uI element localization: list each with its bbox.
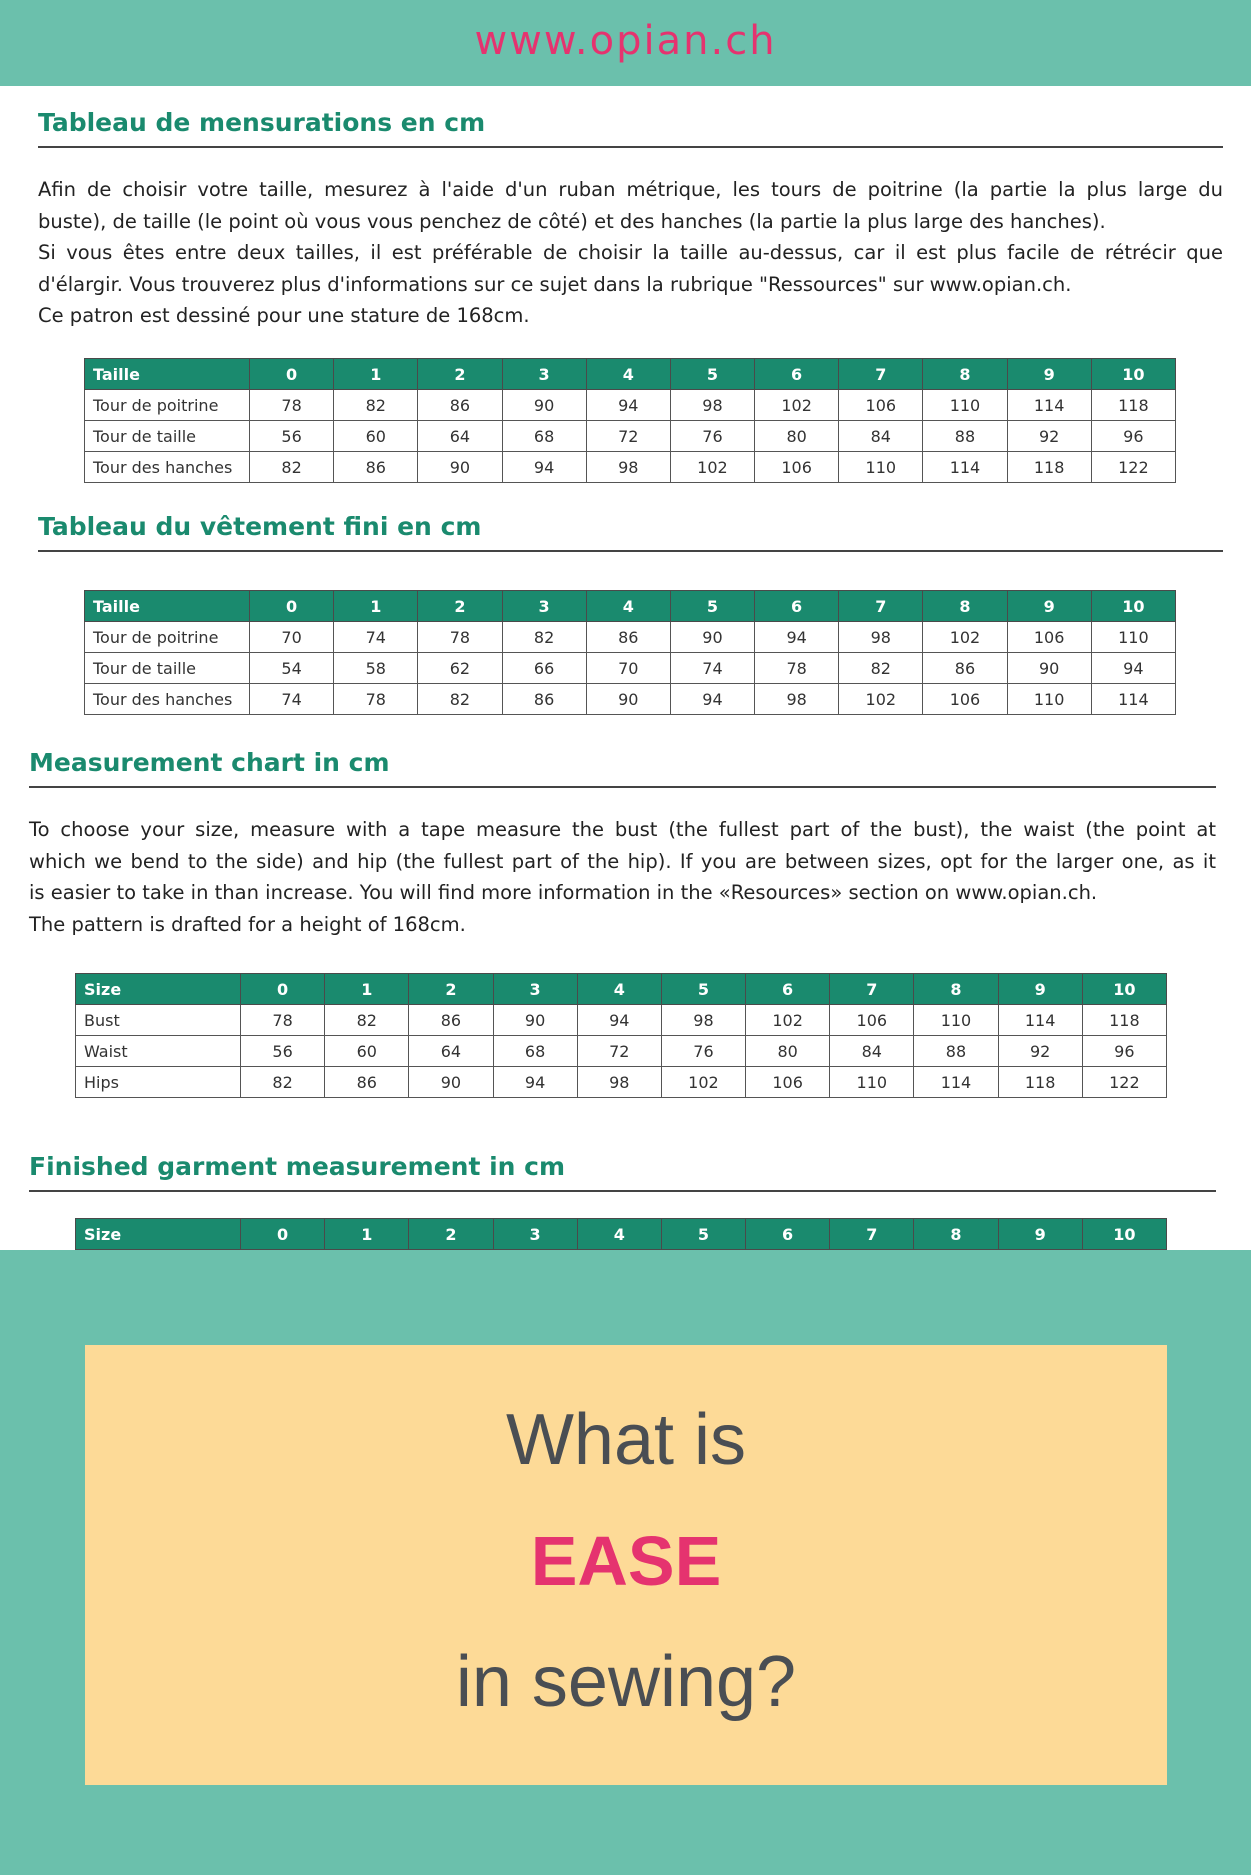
header-cell: 0 bbox=[250, 591, 334, 622]
table-row bbox=[85, 452, 1176, 483]
table-cell: 86 bbox=[586, 622, 670, 653]
row-label: Tour des hanches bbox=[85, 452, 250, 483]
table-header-row bbox=[85, 591, 1176, 622]
header-cell: Size bbox=[76, 1219, 241, 1250]
table-cell: 110 bbox=[839, 452, 923, 483]
table-cell: 96 bbox=[1082, 1036, 1166, 1067]
header-cell: 2 bbox=[409, 1219, 493, 1250]
en-intro-line: is easier to take in than increase. You will find more information in the «Resources» section on www.opian.ch. bbox=[29, 881, 1098, 904]
table-cell: 114 bbox=[1007, 390, 1091, 421]
header-cell: 5 bbox=[661, 1219, 745, 1250]
table-cell: 74 bbox=[250, 684, 334, 715]
en-intro-line: The pattern is drafted for a height of 168cm. bbox=[29, 912, 466, 936]
table-cell: 98 bbox=[670, 390, 754, 421]
table-cell: 88 bbox=[923, 421, 1007, 452]
table-row bbox=[85, 653, 1176, 684]
table-cell: 106 bbox=[923, 684, 1007, 715]
table-cell: 56 bbox=[241, 1036, 325, 1067]
header-cell: 7 bbox=[839, 359, 923, 390]
header-cell: 0 bbox=[250, 359, 334, 390]
table-cell: 96 bbox=[1091, 421, 1175, 452]
row-label: Waist bbox=[76, 1036, 241, 1067]
table-cell: 64 bbox=[409, 1036, 493, 1067]
table-cell: 82 bbox=[325, 1005, 409, 1036]
table-header-row bbox=[85, 359, 1176, 390]
table-cell: 122 bbox=[1091, 452, 1175, 483]
table-cell: 94 bbox=[493, 1067, 577, 1098]
table-cell: 118 bbox=[1007, 452, 1091, 483]
header-cell: Size bbox=[76, 974, 241, 1005]
en-measurements-title: Measurement chart in cm bbox=[29, 748, 390, 777]
table-cell: 86 bbox=[418, 390, 502, 421]
table-row bbox=[85, 684, 1176, 715]
row-label: Tour de taille bbox=[85, 653, 250, 684]
en-finished-title: Finished garment measurement in cm bbox=[29, 1152, 566, 1181]
table-cell: 62 bbox=[418, 653, 502, 684]
table-row bbox=[85, 622, 1176, 653]
header-cell: Taille bbox=[85, 359, 250, 390]
table-cell: 102 bbox=[746, 1005, 830, 1036]
header-cell: 8 bbox=[914, 1219, 998, 1250]
header-cell: 9 bbox=[1007, 359, 1091, 390]
table-cell: 72 bbox=[586, 421, 670, 452]
table-cell: 86 bbox=[334, 452, 418, 483]
header-cell: Taille bbox=[85, 591, 250, 622]
table-cell: 114 bbox=[1091, 684, 1175, 715]
table-cell: 90 bbox=[1007, 653, 1091, 684]
table-cell: 110 bbox=[1091, 622, 1175, 653]
header-cell: 7 bbox=[839, 591, 923, 622]
table-cell: 90 bbox=[409, 1067, 493, 1098]
table-header-row bbox=[76, 1219, 1167, 1250]
table-cell: 98 bbox=[586, 452, 670, 483]
table-cell: 58 bbox=[334, 653, 418, 684]
en-finished-rule bbox=[29, 1190, 1216, 1192]
table-cell: 92 bbox=[1007, 421, 1091, 452]
table-cell: 84 bbox=[830, 1036, 914, 1067]
header-cell: 5 bbox=[670, 359, 754, 390]
table-cell: 102 bbox=[755, 390, 839, 421]
en-measurements-rule bbox=[29, 786, 1216, 788]
table-cell: 76 bbox=[661, 1036, 745, 1067]
table-cell: 106 bbox=[746, 1067, 830, 1098]
header-cell: 10 bbox=[1091, 591, 1175, 622]
table-cell: 82 bbox=[250, 452, 334, 483]
table-cell: 94 bbox=[502, 452, 586, 483]
table-cell: 114 bbox=[923, 452, 1007, 483]
table-cell: 78 bbox=[241, 1005, 325, 1036]
table-cell: 90 bbox=[418, 452, 502, 483]
header-cell: 1 bbox=[334, 591, 418, 622]
table-cell: 74 bbox=[670, 653, 754, 684]
table-header-row bbox=[76, 974, 1167, 1005]
table-cell: 78 bbox=[250, 390, 334, 421]
table-cell: 90 bbox=[502, 390, 586, 421]
table-cell: 64 bbox=[418, 421, 502, 452]
table-cell: 68 bbox=[493, 1036, 577, 1067]
top-bar bbox=[0, 0, 1251, 86]
header-cell: 3 bbox=[493, 974, 577, 1005]
table-cell: 86 bbox=[325, 1067, 409, 1098]
row-label: Tour des hanches bbox=[85, 684, 250, 715]
header-cell: 9 bbox=[1007, 591, 1091, 622]
table-cell: 66 bbox=[502, 653, 586, 684]
header-cell: 6 bbox=[755, 359, 839, 390]
fr-measurements-rule bbox=[38, 146, 1223, 148]
table-cell: 114 bbox=[998, 1005, 1082, 1036]
header-cell: 4 bbox=[586, 591, 670, 622]
table-row bbox=[76, 1067, 1167, 1098]
en-finished-table bbox=[75, 1218, 1167, 1250]
header-cell: 1 bbox=[325, 974, 409, 1005]
row-label: Tour de taille bbox=[85, 421, 250, 452]
table-cell: 106 bbox=[830, 1005, 914, 1036]
table-cell: 54 bbox=[250, 653, 334, 684]
fr-finished-table bbox=[84, 590, 1176, 715]
row-label: Tour de poitrine bbox=[85, 622, 250, 653]
header-cell: 4 bbox=[577, 1219, 661, 1250]
header-cell: 10 bbox=[1082, 974, 1166, 1005]
table-cell: 94 bbox=[586, 390, 670, 421]
table-cell: 88 bbox=[914, 1036, 998, 1067]
table-cell: 80 bbox=[746, 1036, 830, 1067]
header-cell: 0 bbox=[241, 974, 325, 1005]
fr-measurements-intro bbox=[38, 174, 1223, 332]
fr-finished-title: Tableau du vêtement fini en cm bbox=[38, 512, 482, 541]
table-cell: 78 bbox=[755, 653, 839, 684]
table-cell: 92 bbox=[998, 1036, 1082, 1067]
header-cell: 0 bbox=[241, 1219, 325, 1250]
table-cell: 110 bbox=[914, 1005, 998, 1036]
table-cell: 90 bbox=[493, 1005, 577, 1036]
table-cell: 106 bbox=[1007, 622, 1091, 653]
table-cell: 98 bbox=[755, 684, 839, 715]
table-cell: 82 bbox=[839, 653, 923, 684]
fr-intro-line: Si vous êtes entre deux tailles, il est préférable de choisir la taille au-dessus, car il est plus facile de rétrécir que bbox=[38, 241, 1223, 264]
table-cell: 106 bbox=[755, 452, 839, 483]
table-cell: 114 bbox=[914, 1067, 998, 1098]
table-cell: 82 bbox=[502, 622, 586, 653]
ease-question-banner bbox=[85, 1345, 1167, 1785]
table-cell: 70 bbox=[250, 622, 334, 653]
header-cell: 5 bbox=[670, 591, 754, 622]
table-row bbox=[76, 1005, 1167, 1036]
table-cell: 94 bbox=[755, 622, 839, 653]
table-cell: 90 bbox=[670, 622, 754, 653]
table-cell: 82 bbox=[418, 684, 502, 715]
banner-line-what-is: What is bbox=[505, 1400, 747, 1480]
header-cell: 3 bbox=[502, 591, 586, 622]
header-cell: 2 bbox=[418, 359, 502, 390]
table-cell: 68 bbox=[502, 421, 586, 452]
table-cell: 60 bbox=[334, 421, 418, 452]
header-cell: 8 bbox=[914, 974, 998, 1005]
table-cell: 118 bbox=[1091, 390, 1175, 421]
fr-intro-line: Ce patron est dessiné pour une stature de 168cm. bbox=[38, 304, 530, 327]
table-cell: 98 bbox=[577, 1067, 661, 1098]
header-cell: 3 bbox=[502, 359, 586, 390]
table-cell: 110 bbox=[1007, 684, 1091, 715]
table-cell: 86 bbox=[502, 684, 586, 715]
row-label: Bust bbox=[76, 1005, 241, 1036]
table-row bbox=[76, 1036, 1167, 1067]
table-cell: 110 bbox=[923, 390, 1007, 421]
header-cell: 9 bbox=[998, 1219, 1082, 1250]
table-row bbox=[85, 421, 1176, 452]
table-cell: 118 bbox=[998, 1067, 1082, 1098]
header-cell: 7 bbox=[830, 974, 914, 1005]
table-cell: 102 bbox=[661, 1067, 745, 1098]
table-cell: 110 bbox=[830, 1067, 914, 1098]
table-cell: 122 bbox=[1082, 1067, 1166, 1098]
fr-measurements-table bbox=[84, 358, 1176, 483]
table-row bbox=[85, 390, 1176, 421]
table-cell: 84 bbox=[839, 421, 923, 452]
header-cell: 1 bbox=[325, 1219, 409, 1250]
table-cell: 60 bbox=[325, 1036, 409, 1067]
table-cell: 78 bbox=[334, 684, 418, 715]
header-cell: 4 bbox=[586, 359, 670, 390]
table-cell: 86 bbox=[409, 1005, 493, 1036]
fr-intro-line: Afin de choisir votre taille, mesurez à l'aide d'un ruban métrique, les tours de poitrine (la partie la plus large du bbox=[38, 178, 1223, 201]
header-cell: 7 bbox=[830, 1219, 914, 1250]
header-cell: 1 bbox=[334, 359, 418, 390]
header-cell: 10 bbox=[1082, 1219, 1166, 1250]
table-cell: 78 bbox=[418, 622, 502, 653]
table-cell: 102 bbox=[839, 684, 923, 715]
en-intro-line: To choose your size, measure with a tape measure the bust (the fullest part of the bust), the waist (the point at bbox=[29, 818, 1216, 841]
fr-finished-rule bbox=[38, 550, 1223, 552]
table-cell: 76 bbox=[670, 421, 754, 452]
header-cell: 8 bbox=[923, 359, 1007, 390]
table-cell: 106 bbox=[839, 390, 923, 421]
header-cell: 6 bbox=[755, 591, 839, 622]
row-label: Tour de poitrine bbox=[85, 390, 250, 421]
header-cell: 10 bbox=[1091, 359, 1175, 390]
table-cell: 94 bbox=[670, 684, 754, 715]
header-cell: 3 bbox=[493, 1219, 577, 1250]
table-cell: 74 bbox=[334, 622, 418, 653]
en-measurements-intro bbox=[29, 814, 1216, 940]
table-cell: 82 bbox=[334, 390, 418, 421]
table-cell: 56 bbox=[250, 421, 334, 452]
table-cell: 118 bbox=[1082, 1005, 1166, 1036]
header-cell: 6 bbox=[746, 1219, 830, 1250]
header-cell: 5 bbox=[661, 974, 745, 1005]
header-cell: 6 bbox=[746, 974, 830, 1005]
table-cell: 86 bbox=[923, 653, 1007, 684]
table-cell: 90 bbox=[586, 684, 670, 715]
header-cell: 9 bbox=[998, 974, 1082, 1005]
header-cell: 2 bbox=[418, 591, 502, 622]
table-cell: 80 bbox=[755, 421, 839, 452]
row-label: Hips bbox=[76, 1067, 241, 1098]
header-cell: 8 bbox=[923, 591, 1007, 622]
table-cell: 94 bbox=[1091, 653, 1175, 684]
header-cell: 4 bbox=[577, 974, 661, 1005]
fr-intro-line: buste), de taille (le point où vous vous penchez de côté) et des hanches (la partie la plus large des hanches). bbox=[38, 209, 1106, 233]
table-cell: 94 bbox=[577, 1005, 661, 1036]
table-cell: 82 bbox=[241, 1067, 325, 1098]
site-url[interactable]: www.opian.ch bbox=[474, 18, 777, 64]
fr-intro-line: d'élargir. Vous trouverez plus d'informations sur ce sujet dans la rubrique "Ressources" sur www.opian.ch. bbox=[38, 272, 1072, 296]
table-cell: 102 bbox=[923, 622, 1007, 653]
en-measurements-table bbox=[75, 973, 1167, 1098]
table-cell: 70 bbox=[586, 653, 670, 684]
table-cell: 98 bbox=[661, 1005, 745, 1036]
table-cell: 72 bbox=[577, 1036, 661, 1067]
banner-line-in-sewing: in sewing? bbox=[455, 1642, 797, 1722]
en-intro-line: which we bend to the side) and hip (the fullest part of the hip). If you are between sizes, opt for the larger one, as it bbox=[29, 849, 1216, 873]
table-cell: 98 bbox=[839, 622, 923, 653]
table-cell: 102 bbox=[670, 452, 754, 483]
header-cell: 2 bbox=[409, 974, 493, 1005]
size-chart-document bbox=[0, 86, 1251, 1250]
banner-line-ease: EASE bbox=[530, 1522, 722, 1600]
fr-measurements-title: Tableau de mensurations en cm bbox=[38, 108, 486, 137]
